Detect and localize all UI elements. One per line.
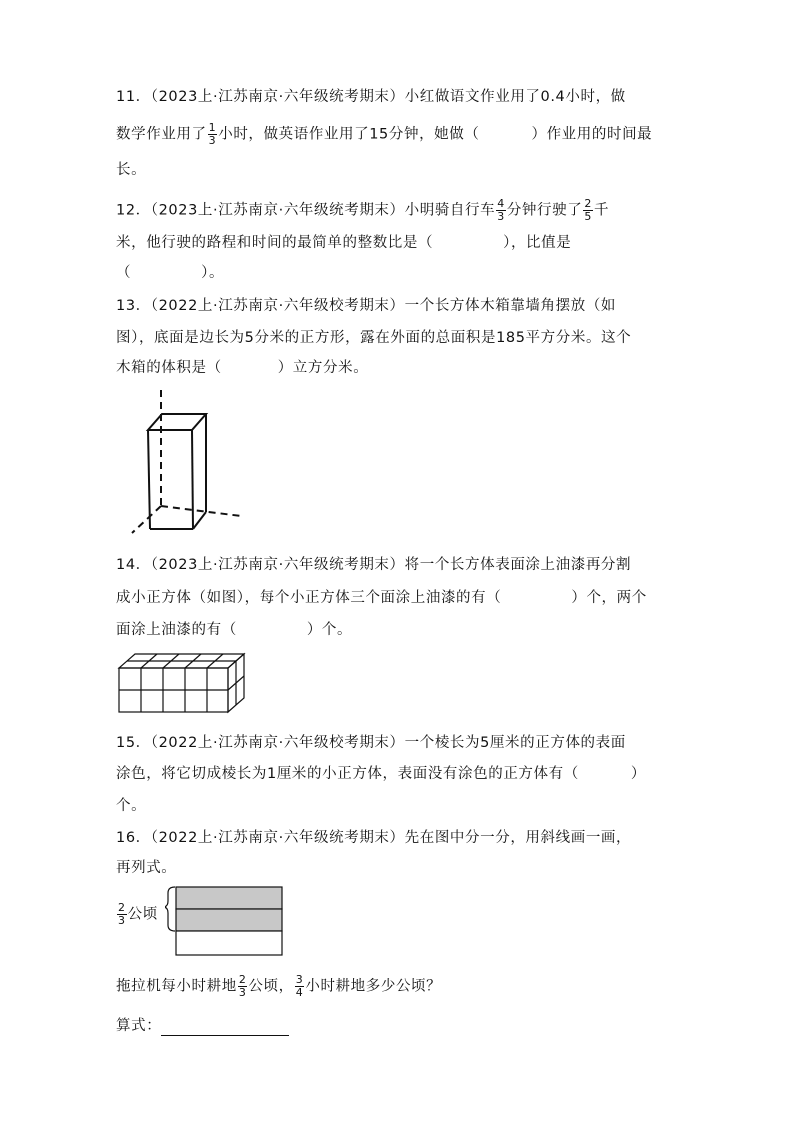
cube-grid-figure — [116, 652, 248, 714]
fraction: $\frac{4}{3}$ — [497, 197, 505, 223]
q13-line2: 图），底面是边长为5分米的正方形，露在外面的总面积是185平方分米。这个 — [116, 330, 632, 346]
fraction: $\frac{2}{3}$ — [118, 901, 126, 927]
fraction: $\frac{3}{4}$ — [295, 973, 304, 999]
q15-line1: 15．（2022上·江苏南京·六年级校考期末）一个棱长为5厘米的正方体的表面 — [116, 735, 626, 751]
q12-line2: 米，他行驶的路程和时间的最简单的整数比是（ ），比值是 — [116, 235, 572, 251]
q16-line3: 拖拉机每小时耕地 $\frac{2}{3}$ 公顷， $\frac{3}{4}$ 小时耕地多少公顷？ — [116, 973, 442, 999]
brace — [165, 887, 175, 931]
q14-line3: 面涂上油漆的有（ ）个。 — [116, 622, 353, 638]
field-bar-figure — [165, 885, 289, 959]
q12-line1: 12．（2023上·江苏南京·六年级统考期末）小明骑自行车 $\frac{4}{3}$ 分钟行驶了 $\frac{2}{5}$ 千 — [116, 197, 610, 223]
q14-line2: 成小正方体（如图），每个小正方体三个面涂上油漆的有（ ）个，两个 — [116, 590, 647, 606]
q11-line2: 数学作业用了 $\frac{1}{3}$ 小时，做英语作业用了15分钟，她做（ ）作业用的时间最 — [116, 121, 653, 147]
unshaded-part[interactable] — [176, 931, 282, 955]
q14-line1: 14．（2023上·江苏南京·六年级统考期末）将一个长方体表面涂上油漆再分割 — [116, 557, 632, 573]
q11-line3: 长。 — [116, 162, 147, 178]
shaded-part — [176, 909, 282, 931]
q13-line1: 13．（2022上·江苏南京·六年级校考期末）一个长方体木箱靠墙角摆放（如 — [116, 298, 617, 314]
box-corner-figure — [116, 388, 256, 538]
q12-line3: （ ）。 — [116, 265, 225, 281]
q16-line1: 16．（2022上·江苏南京·六年级统考期末）先在图中分一分，用斜线画一画， — [116, 830, 632, 846]
q16-line2: 再列式。 — [116, 860, 177, 876]
q13-line3: 木箱的体积是（ ）立方分米。 — [116, 360, 369, 376]
q16-figure-label: $\frac{2}{3}$ 公顷 — [118, 901, 158, 927]
formula-answer-line[interactable] — [161, 1021, 289, 1036]
q11-line1: 11．（2023上·江苏南京·六年级统考期末）小红做语文作业用了0.4小时，做 — [116, 89, 626, 105]
q15-line2: 涂色，将它切成棱长为1厘米的小正方体，表面没有涂色的正方体有（ ） — [116, 766, 646, 782]
fraction: $\frac{2}{5}$ — [584, 197, 592, 223]
formula-row — [116, 1016, 289, 1036]
q15-line3: 个。 — [116, 798, 147, 814]
formula-label: 算式： — [116, 1018, 162, 1034]
fraction: $\frac{1}{3}$ — [208, 121, 217, 147]
fraction: $\frac{2}{3}$ — [238, 973, 247, 999]
shaded-part — [176, 887, 282, 909]
